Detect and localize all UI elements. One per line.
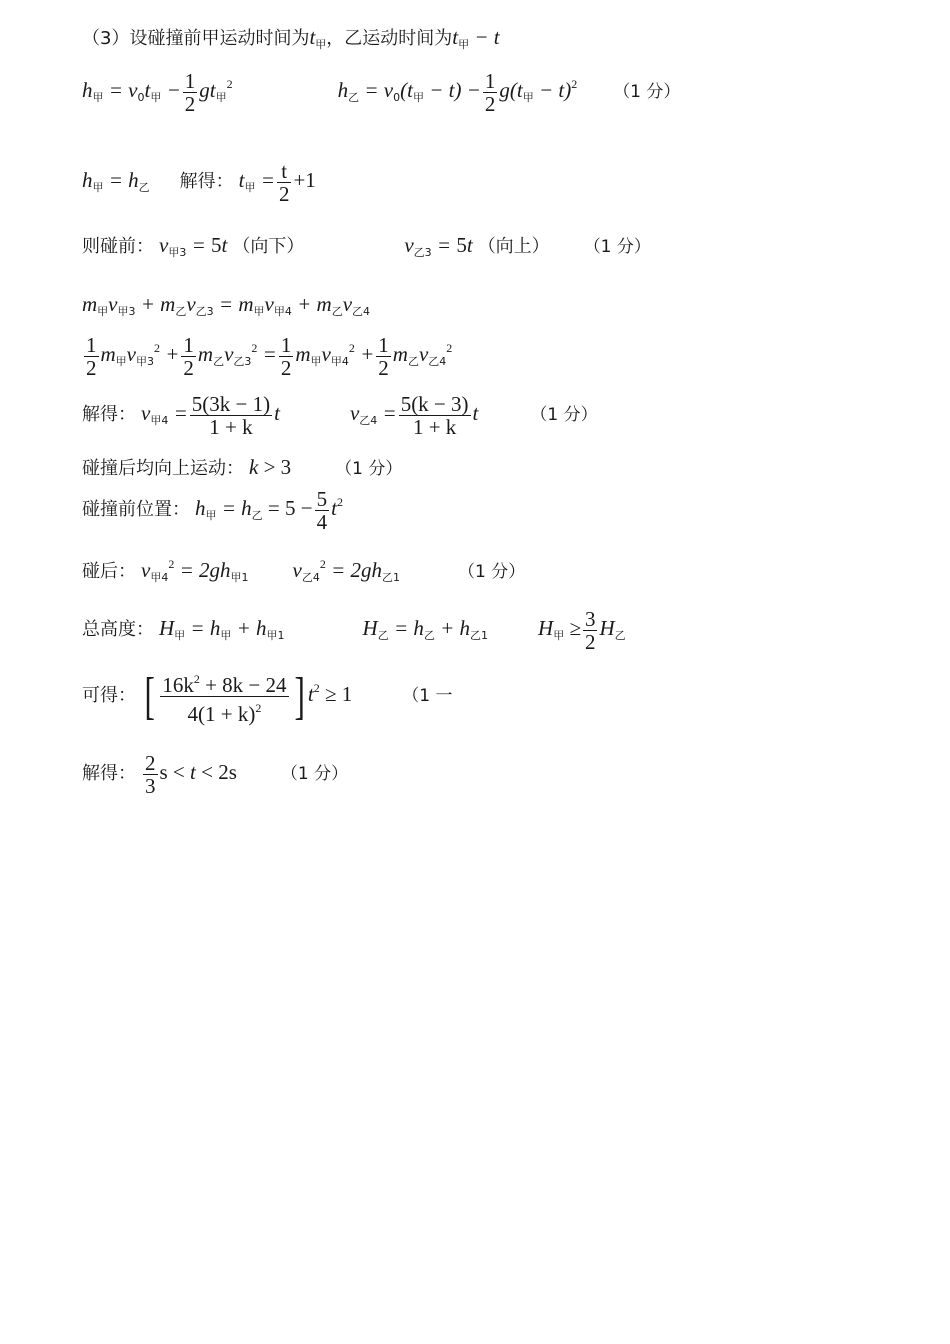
line-after-collision: 碰后： $v_{甲4}^2 = 2gh_{甲1}$ $v_{乙4}^2 = 2gh_{乙1}$ （1 分） bbox=[82, 557, 526, 584]
line-condition-k: 碰撞后均向上运动： k > 3 （1 分） bbox=[82, 455, 403, 479]
score-label: （1 分） bbox=[530, 405, 598, 426]
after-text: 碰后： bbox=[82, 561, 136, 582]
score-label-cut: （1 ⼀ bbox=[402, 686, 453, 707]
solve-label: 解得： bbox=[82, 404, 136, 426]
intro-text: （3）设碰撞前甲运动时间为 bbox=[82, 28, 310, 49]
total-height-text: 总高度： bbox=[82, 619, 154, 641]
line-solve-time: $h_甲 = h_乙$ 解得： $t_甲$ = $\frac{t}{2}$ +1 bbox=[82, 159, 316, 206]
condition-text: 碰撞后均向上运动： bbox=[82, 458, 244, 479]
score-label: （1 分） bbox=[335, 459, 403, 479]
score-label: （1 分） bbox=[613, 82, 681, 103]
line-time-setup: （3）设碰撞前甲运动时间为$t_甲$，乙运动时间为$t_甲 - t$ bbox=[82, 25, 500, 51]
solve-label: 解得： bbox=[179, 171, 234, 193]
line-velocity-before: 则碰前： $v_{甲3} = 5t$ （向下） $v_{乙3} = 5t$ （向上） （1 分） bbox=[82, 233, 651, 259]
position-text: 碰撞前位置： bbox=[82, 499, 190, 521]
before-label: 则碰前： bbox=[82, 236, 154, 257]
direction-up: （向上） bbox=[477, 236, 550, 257]
score-label: （1 分） bbox=[583, 237, 651, 257]
line-inequality: 可得： [ $\frac{16k^2 + 8k - 24}{4(1 + k)^2}$ ] $t^2 \ge 1$ （1 ⼀ bbox=[82, 667, 453, 726]
line-energy: $\frac{1}{2}$ $m_甲v_{甲3}^2$ + $\frac{1}{2}$ $m_乙v_{乙3}^2$ = $\frac{1}{2}$ $m_甲v_{甲4}^2$ + $\frac{1}{2}$ $m_乙v_{乙4}^2$ bbox=[86, 333, 453, 380]
line-final-answer: 解得： $\frac{2}{3}$ s < t < 2s （1 分） bbox=[82, 751, 349, 798]
line-position: 碰撞前位置： $h_甲 = h_乙 = 5$ − $\frac{5}{4}$ $t^2$ bbox=[82, 487, 343, 534]
line-total-height: 总高度： $H_甲 = h_甲 + h_{甲1}$ $H_乙 = h_乙 + h_{乙1}$ $H_甲$ ≥ $\frac{3}{2}$ $H_乙$ bbox=[82, 607, 626, 654]
intro-mid-text: ，乙运动时间为 bbox=[326, 28, 453, 49]
score-label: （1 分） bbox=[280, 764, 349, 785]
line-solved-velocities: 解得： $v_{甲4}$ = $\frac{5(3k - 1)}{1 + k}$ t $v_{乙4}$ = $\frac{5(k - 3)}{1 + k}$ t （1 分） bbox=[82, 392, 598, 439]
line-momentum: $m_甲v_{甲3} + m_乙v_{乙3} = m_甲v_{甲4} + m_乙v_{乙4}$ bbox=[82, 292, 371, 318]
result-text: 可得： bbox=[82, 685, 136, 707]
direction-down: （向下） bbox=[232, 236, 305, 257]
final-solve-label: 解得： bbox=[82, 763, 136, 785]
line-height-equations: $h_甲 = v_0t_甲$ − $\frac{1}{2}$ $gt_甲^2$ $h_乙 = v_0(t_甲 - t)$ − $\frac{1}{2}$ $g(t_甲 - t)^2$ （1 分） bbox=[82, 69, 681, 116]
score-label: （1 分） bbox=[458, 562, 526, 582]
